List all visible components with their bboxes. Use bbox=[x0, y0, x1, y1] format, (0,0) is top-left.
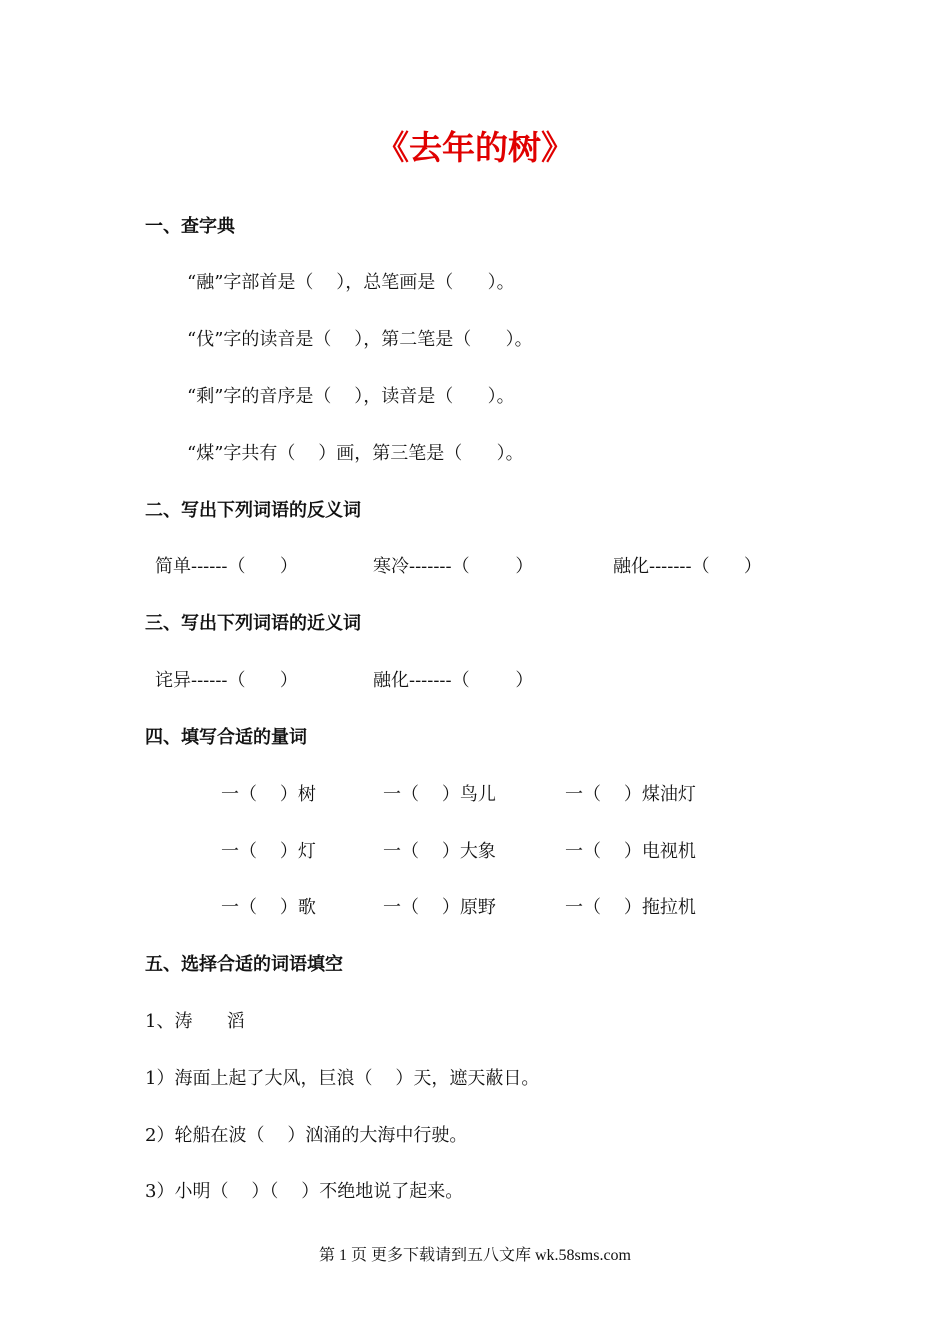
section-5-heading: 五、选择合适的词语填空 bbox=[145, 954, 343, 975]
section-4-heading: 四、填写合适的量词 bbox=[145, 727, 307, 748]
antonym-item-2: 寒冷-------（ ） bbox=[373, 556, 534, 577]
measure-word-item: 一（ ）拖拉机 bbox=[565, 897, 696, 918]
measure-word-item: 一（ ）鸟儿 bbox=[383, 784, 496, 805]
antonym-item-3: 融化-------（ ） bbox=[613, 556, 762, 577]
fill-blank-sentence-2: 2）轮船在波（ ）汹涌的大海中行驶。 bbox=[145, 1125, 468, 1146]
section-1-line-4: “煤”字共有（ ）画，第三笔是（ ）。 bbox=[187, 443, 524, 464]
section-1-line-2: “伐”字的读音是（ ），第二笔是（ ）。 bbox=[187, 329, 533, 350]
document-title: 《去年的树》 bbox=[376, 128, 574, 167]
page-footer: 第 1 页 更多下载请到五八文库 wk.58sms.com bbox=[318, 1247, 631, 1264]
section-1-heading: 一、查字典 bbox=[145, 216, 235, 237]
measure-word-item: 一（ ）大象 bbox=[383, 841, 496, 862]
fill-blank-sentence-3: 3）小明（ ）（ ）不绝地说了起来。 bbox=[145, 1181, 464, 1202]
synonym-item-2: 融化-------（ ） bbox=[373, 670, 534, 691]
measure-word-item: 一（ ）电视机 bbox=[565, 841, 696, 862]
section-1-line-3: “剩”字的音序是（ ），读音是（ ）。 bbox=[187, 386, 515, 407]
measure-word-item: 一（ ）灯 bbox=[221, 841, 316, 862]
measure-word-item: 一（ ）歌 bbox=[221, 897, 316, 918]
section-1-line-1: “融”字部首是（ ），总笔画是（ ）。 bbox=[187, 272, 515, 293]
word-choice-group: 1、涛 滔 bbox=[145, 1011, 245, 1032]
measure-word-item: 一（ ）原野 bbox=[383, 897, 496, 918]
fill-blank-sentence-1: 1）海面上起了大风，巨浪（ ）天，遮天蔽日。 bbox=[145, 1068, 540, 1089]
synonym-item-1: 诧异------（ ） bbox=[155, 670, 298, 691]
antonym-item-1: 简单------（ ） bbox=[155, 556, 298, 577]
measure-word-item: 一（ ）煤油灯 bbox=[565, 784, 696, 805]
section-2-heading: 二、写出下列词语的反义词 bbox=[145, 500, 361, 521]
section-3-heading: 三、写出下列词语的近义词 bbox=[145, 613, 361, 634]
measure-word-item: 一（ ）树 bbox=[221, 784, 316, 805]
